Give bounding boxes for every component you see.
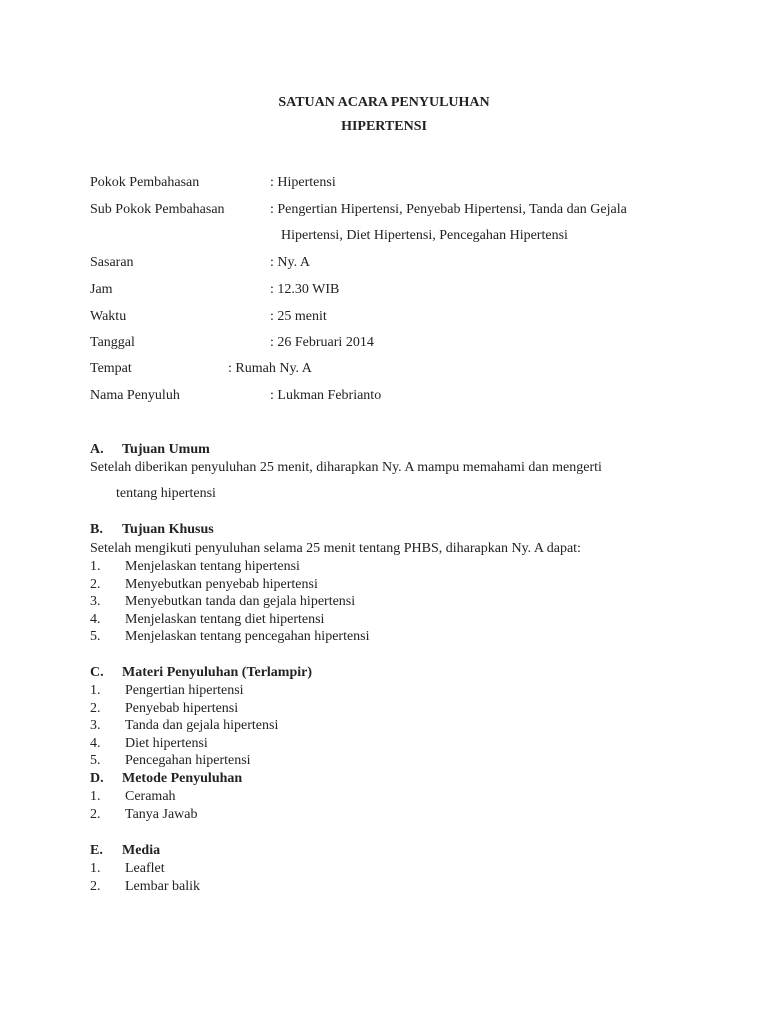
section-heading-materi: Materi Penyuluhan (Terlampir) <box>122 665 313 680</box>
info-label: Sasaran <box>90 255 134 270</box>
list-item: Leaflet <box>125 861 165 876</box>
list-number: 2. <box>90 807 101 822</box>
list-number: 2. <box>90 700 101 716</box>
list-number: 1. <box>90 559 101 574</box>
list-item: Lembar balik <box>125 879 201 894</box>
list-item: Menjelaskan tentang hipertensi <box>125 559 300 574</box>
section-text-continued: tentang hipertensi <box>116 486 216 501</box>
section-heading-media: Media <box>122 843 161 858</box>
list-number: 3. <box>90 594 101 610</box>
section-text: Setelah diberikan penyuluhan 25 menit, diharapkan Ny. A mampu memahami dan mengerti <box>90 460 602 475</box>
list-item: Ceramah <box>125 789 176 804</box>
info-value-continued: Hipertensi, Diet Hipertensi, Pencegahan Hipertensi <box>281 228 568 243</box>
section-letter: B. <box>90 522 103 537</box>
list-item: Menjelaskan tentang pencegahan hipertensi <box>125 629 370 645</box>
info-label: Pokok Pembahasan <box>90 175 200 190</box>
list-item: Menyebutkan penyebab hipertensi <box>125 576 318 592</box>
list-number: 5. <box>90 629 101 645</box>
info-label: Sub Pokok Pembahasan <box>90 202 225 217</box>
list-item: Penyebab hipertensi <box>125 700 239 716</box>
section-letter: C. <box>90 665 104 680</box>
section-letter: A. <box>90 442 104 457</box>
section-letter: D. <box>90 771 104 786</box>
list-number: 1. <box>90 861 101 876</box>
list-number: 2. <box>90 576 101 592</box>
info-label: Jam <box>90 282 113 297</box>
info-label: Tempat <box>90 361 132 376</box>
list-item: Diet hipertensi <box>125 735 208 751</box>
info-value: : Pengertian Hipertensi, Penyebab Hipertensi, Tanda dan Gejala <box>270 202 627 217</box>
list-item: Menjelaskan tentang diet hipertensi <box>125 611 325 627</box>
section-letter: E. <box>90 843 103 858</box>
document-title: SATUAN ACARA PENYULUHAN <box>278 95 490 110</box>
info-label: Waktu <box>90 309 127 324</box>
info-label: Nama Penyuluh <box>90 388 180 403</box>
info-label: Tanggal <box>90 335 135 350</box>
info-value: : 26 Februari 2014 <box>270 335 374 350</box>
list-number: 1. <box>90 683 101 698</box>
info-value: : Lukman Febrianto <box>270 388 382 403</box>
list-number: 2. <box>90 879 101 894</box>
info-value: : 12.30 WIB <box>270 282 340 297</box>
list-number: 3. <box>90 718 101 734</box>
list-item: Tanda dan gejala hipertensi <box>125 718 279 734</box>
list-number: 4. <box>90 611 101 627</box>
info-value: : 25 menit <box>270 309 327 324</box>
section-text: Setelah mengikuti penyuluhan selama 25 menit tentang PHBS, diharapkan Ny. A dapat: <box>90 541 581 556</box>
info-value: : Ny. A <box>270 255 310 270</box>
section-heading-tujuan-khusus: Tujuan Khusus <box>122 522 214 537</box>
list-item: Pencegahan hipertensi <box>125 753 251 769</box>
list-number: 5. <box>90 753 101 769</box>
section-heading-tujuan-umum: Tujuan Umum <box>122 442 210 457</box>
list-item: Menyebutkan tanda dan gejala hipertensi <box>125 594 356 610</box>
list-number: 4. <box>90 735 101 751</box>
info-value: : Hipertensi <box>270 175 336 190</box>
list-number: 1. <box>90 789 101 804</box>
list-item: Pengertian hipertensi <box>125 683 244 698</box>
section-heading-metode: Metode Penyuluhan <box>122 771 243 786</box>
document-subtitle: HIPERTENSI <box>341 119 427 134</box>
info-value: : Rumah Ny. A <box>228 361 312 376</box>
list-item: Tanya Jawab <box>125 807 198 822</box>
